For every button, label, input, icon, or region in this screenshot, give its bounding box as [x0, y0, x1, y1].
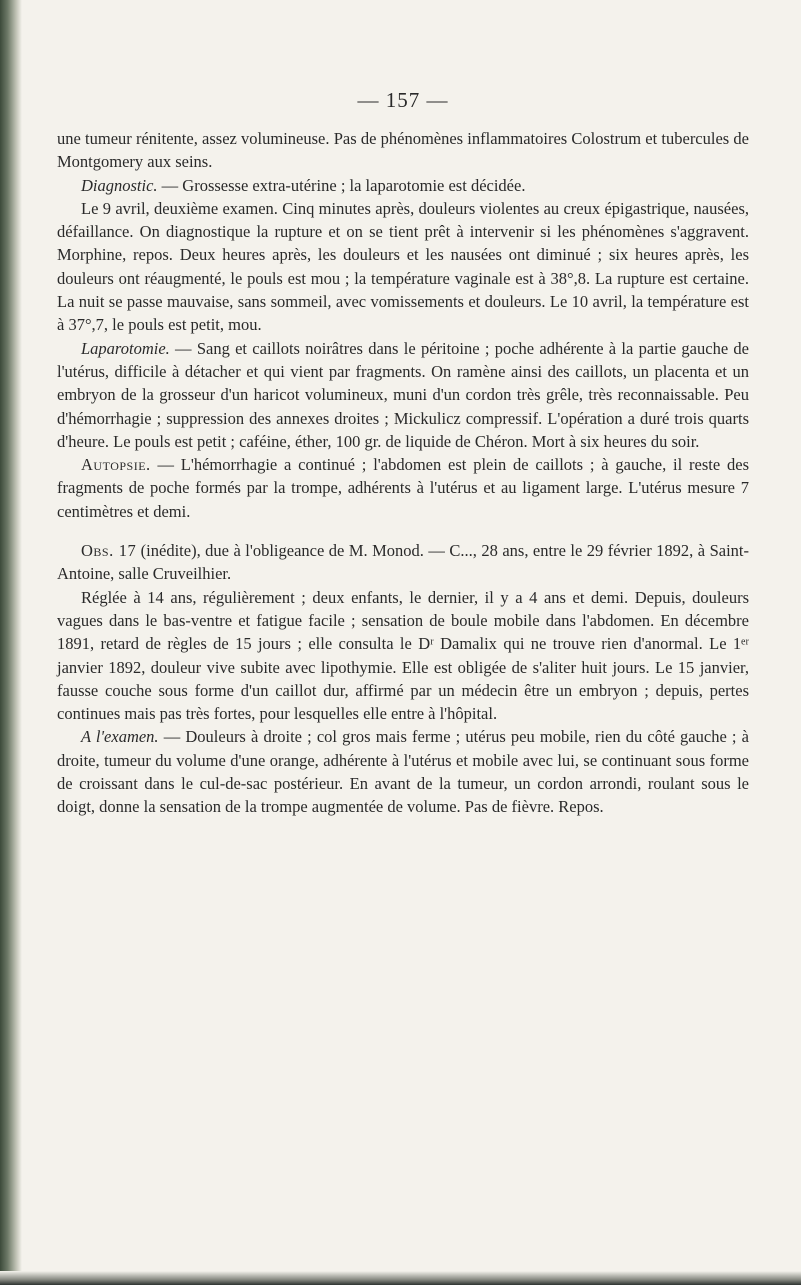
paragraph-diagnostic-text: — Grossesse extra-utérine ; la laparotomie est décidée. — [157, 175, 526, 195]
paragraph-second-exam — [57, 197, 749, 337]
paragraph-observation-17-heading: Obs. 17 — [81, 541, 137, 561]
paragraph-1-text: une tumeur rénitente, assez volumineuse. Pas de phénomènes inflammatoires Colostrum et tubercules de Montgomery aux seins. — [57, 129, 749, 172]
paragraph-observation-17-text: (inédite), due à l'obligeance de M. Monod. — C..., 28 ans, entre le 29 février 1892, à Saint-Antoine, salle Cruveilhier. — [57, 541, 749, 584]
paragraph-history — [57, 586, 749, 726]
paragraph-laparotomie-text: — Sang et caillots noirâtres dans le péritoine ; poche adhérente à la partie gauche de l'utérus, difficile à détacher et qui vient par fragments. On ramène ainsi des caillots, un placenta et un embryon de la grosseur d'un haricot volumineux, muni d'un cordon très grêle, très reconnaissable. Peu d'hémorrhagie ; suppression des annexes droites ; Mickulicz compressif. L'opération a duré trois quarts d'heure. Le pouls est petit ; caféine, éther, 100 gr. de liquide de Chéron. Mort à six heures du soir. — [57, 338, 749, 451]
paragraph-examen-heading: A l'examen. — [81, 727, 159, 747]
paragraph-laparotomie-heading: Laparotomie. — [81, 338, 170, 358]
paragraph-second-exam-text: Le 9 avril, deuxième examen. Cinq minutes après, douleurs violentes au creux épigastrique, nausées, défaillance. On diagnostique la rupture et on se tient prêt à intervenir si les phénomènes s'aggravent. Morphine, repos. Deux heures après, les douleurs et les nausées ont diminué ; six heures après, les douleurs ont réaugmenté, le pouls est mou ; la température vaginale est à 38°,8. La rupture est certaine. La nuit se passe mauvaise, sans sommeil, avec vomissements et douleurs. Le 10 avril, la température est à 37°,7, le pouls est petit, mou. — [57, 198, 749, 335]
page-bottom-edge — [0, 1271, 801, 1285]
book-page — [57, 88, 749, 819]
paragraph-examen-text: — Douleurs à droite ; col gros mais ferme ; utérus peu mobile, rien du côté gauche ; à droite, tumeur du volume d'une orange, adhérente à l'utérus et mobile avec lui, se continuant sous forme de croissant dans le cul-de-sac postérieur. En avant de la tumeur, un cordon arrondi, roulant sous le doigt, donne la sensation de la trompe augmentée de volume. Pas de fièvre. Repos. — [57, 727, 749, 817]
page-binding-shadow — [0, 0, 22, 1285]
paragraph-autopsie — [57, 453, 749, 523]
paragraph-autopsie-text: — L'hémorrhagie a continué ; l'abdomen est plein de caillots ; à gauche, il reste des fragments de poche formés par la trompe, adhérents à l'utérus et au ligament large. L'utérus mesure 7 centimètres et demi. — [57, 455, 749, 521]
paragraph-laparotomie — [57, 337, 749, 453]
paragraph-observation-17 — [57, 539, 749, 586]
paragraph-autopsie-heading: Autopsie. — [81, 455, 151, 475]
page-number: — 157 — — [357, 88, 449, 112]
paragraph-diagnostic-heading: Diagnostic. — [81, 175, 158, 195]
paragraph-1 — [57, 127, 749, 174]
paragraph-history-text: Réglée à 14 ans, régulièrement ; deux enfants, le dernier, il y a 4 ans et demi. Depuis, douleurs vagues dans le bas-ventre et fatigue facile ; sensation de boule mobile dans l'abdomen. En décembre 1891, retard de règles de 15 jours ; elle consulta le Dʳ Damalix qui ne trouve rien d'anormal. Le 1ᵉʳ janvier 1892, douleur vive subite avec lipothymie. Elle est obligée de s'aliter huit jours. Le 15 janvier, fausse couche sous forme d'un caillot dur, affirmé par un médecin être un embryon ; depuis, pertes continues mais pas très fortes, pour lesquelles elle entre à l'hôpital. — [57, 587, 749, 724]
paragraph-diagnostic — [57, 174, 749, 197]
section-gap — [57, 523, 749, 539]
paragraph-examen — [57, 725, 749, 818]
